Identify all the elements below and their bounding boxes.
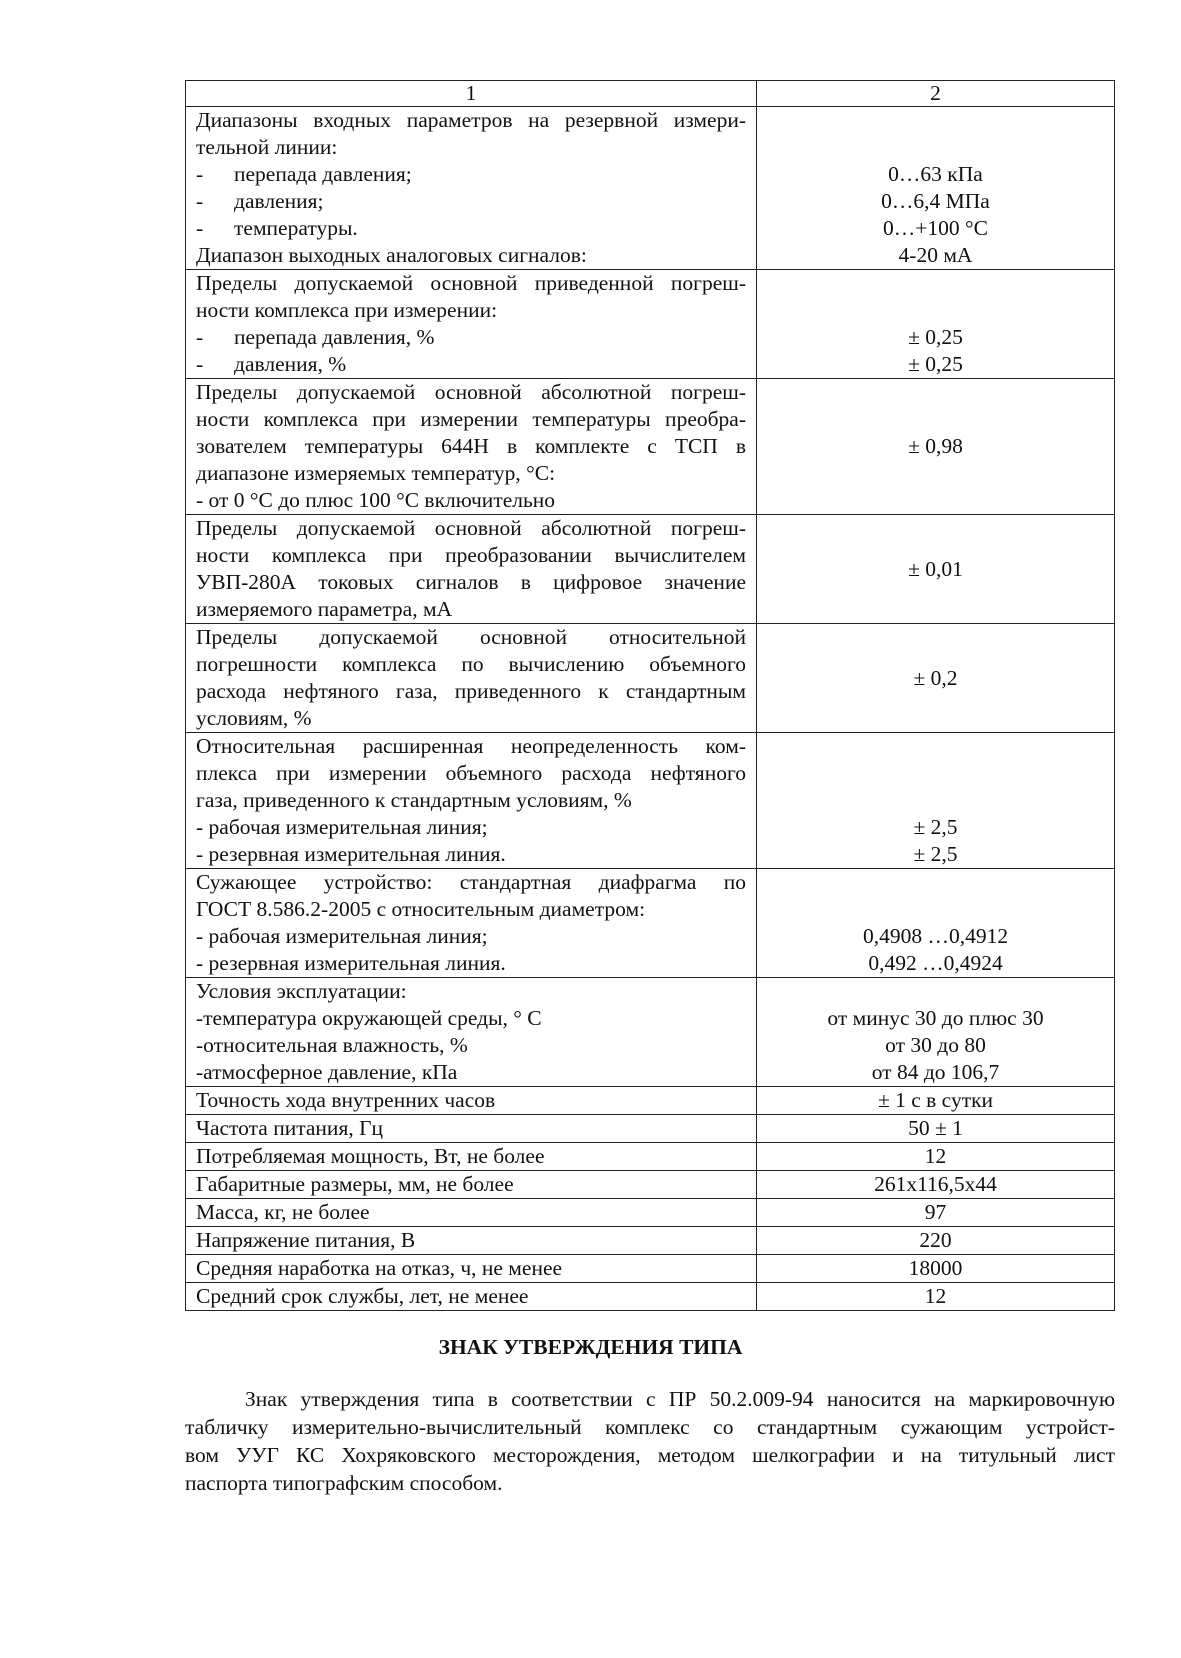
parameter-text: Масса, кг, не более — [196, 1200, 370, 1224]
value-text: 261х116,5х44 — [874, 1172, 997, 1196]
value-text: 0…6,4 МПа — [881, 189, 990, 213]
table-row — [186, 1171, 1115, 1199]
parameter-cell — [186, 624, 757, 733]
parameter-text: диапазоне измеряемых температур, °С: — [196, 461, 556, 485]
value-text: 97 — [924, 1200, 947, 1224]
table-row — [186, 1115, 1115, 1143]
value-cell — [757, 733, 1115, 869]
parameter-text: УВП-280А токовых сигналов в цифровое значение — [196, 570, 746, 594]
paragraph-line: паспорта типографским способом. — [185, 1471, 503, 1495]
parameter-cell — [186, 1283, 757, 1311]
parameter-text: Частота питания, Гц — [196, 1116, 384, 1140]
value-cell — [757, 1115, 1115, 1143]
section-paragraph — [185, 1385, 1115, 1497]
parameter-text: плекса при измерении объемного расхода нефтяного — [196, 761, 746, 785]
parameter-text: ГОСТ 8.586.2-2005 с относительным диаметром: — [196, 897, 646, 921]
value-cell — [757, 1283, 1115, 1311]
value-cell — [757, 624, 1115, 733]
parameter-text: Средний срок службы, лет, не менее — [196, 1284, 529, 1308]
value-text: ± 0,2 — [913, 665, 958, 690]
value-text: 0,4908 …0,4912 — [862, 924, 1009, 948]
value-text: от минус 30 до плюс 30 — [827, 1006, 1044, 1030]
parameter-text: Пределы допускаемой основной приведенной погреш- — [196, 271, 746, 295]
parameter-text: - перепада давления, % — [196, 325, 435, 349]
value-cell — [757, 515, 1115, 624]
value-text: 12 — [924, 1144, 947, 1168]
parameter-cell — [186, 379, 757, 515]
table-row — [186, 107, 1115, 270]
parameter-text: Точность хода внутренних часов — [196, 1088, 496, 1112]
parameter-text: Потребляемая мощность, Вт, не более — [196, 1144, 545, 1168]
parameter-text: Напряжение питания, В — [196, 1228, 416, 1252]
value-text: от 84 до 106,7 — [871, 1060, 1000, 1084]
paragraph-line: вом УУГ КС Хохряковского месторождения, методом шелкографии и на титульный лист — [185, 1443, 1115, 1467]
column-header-2: 2 — [757, 81, 1115, 107]
parameter-text: Относительная расширенная неопределенность ком- — [196, 734, 746, 758]
parameter-cell — [186, 978, 757, 1087]
parameter-text: ности комплекса при измерении: — [196, 298, 498, 322]
value-text: 18000 — [908, 1256, 963, 1280]
parameter-text: - рабочая измерительная линия; — [196, 924, 488, 948]
parameter-text: измеряемого параметра, мА — [196, 597, 453, 621]
value-text: 12 — [924, 1284, 947, 1308]
value-cell — [757, 978, 1115, 1087]
parameter-text: - давления; — [196, 189, 324, 213]
value-cell — [757, 1227, 1115, 1255]
value-text: ± 0,25 — [908, 325, 963, 349]
table-row — [186, 869, 1115, 978]
value-text: ± 0,25 — [908, 352, 963, 376]
parameter-cell — [186, 733, 757, 869]
parameter-cell — [186, 270, 757, 379]
value-text: 0…63 кПа — [888, 162, 983, 186]
parameter-cell — [186, 107, 757, 270]
value-cell — [757, 1255, 1115, 1283]
specifications-table-body — [186, 81, 1115, 1311]
table-row — [186, 1227, 1115, 1255]
parameter-cell — [186, 869, 757, 978]
parameter-text: -относительная влажность, % — [196, 1033, 468, 1057]
parameter-text: - резервная измерительная линия. — [196, 842, 506, 866]
value-cell — [757, 379, 1115, 515]
parameter-text: тельной линии: — [196, 135, 338, 159]
value-cell — [757, 1171, 1115, 1199]
parameter-text: - от 0 °С до плюс 100 °С включительно — [196, 488, 556, 512]
value-cell — [757, 869, 1115, 978]
parameter-text: Пределы допускаемой основной абсолютной погреш- — [196, 516, 746, 540]
parameter-text: Средняя наработка на отказ, ч, не менее — [196, 1256, 563, 1280]
parameter-cell — [186, 1115, 757, 1143]
parameter-text: - резервная измерительная линия. — [196, 951, 506, 975]
table-header-row — [186, 81, 1115, 107]
parameter-cell — [186, 515, 757, 624]
value-text: ± 2,5 — [913, 842, 958, 866]
parameter-text: Пределы допускаемой основной относительной — [196, 625, 746, 649]
table-row — [186, 1143, 1115, 1171]
table-row — [186, 1283, 1115, 1311]
parameter-text: Условия эксплуатации: — [196, 979, 407, 1003]
parameter-text: погрешности комплекса по вычислению объемного — [196, 652, 746, 676]
parameter-cell — [186, 1143, 757, 1171]
parameter-text: -атмосферное давление, кПа — [196, 1060, 458, 1084]
parameter-cell — [186, 1087, 757, 1115]
value-text: 220 — [919, 1228, 952, 1252]
table-row — [186, 624, 1115, 733]
parameter-text: - давления, % — [196, 352, 347, 376]
specifications-table — [185, 80, 1115, 1311]
parameter-text: условиям, % — [196, 706, 312, 730]
value-text: ± 1 с в сутки — [877, 1088, 994, 1112]
parameter-text: расхода нефтяного газа, приведенного к стандартным — [196, 679, 746, 703]
value-cell — [757, 1199, 1115, 1227]
value-cell — [757, 1087, 1115, 1115]
column-header-1: 1 — [186, 81, 757, 107]
table-row — [186, 1255, 1115, 1283]
parameter-text: ности комплекса при преобразовании вычислителем — [196, 543, 746, 567]
table-row — [186, 379, 1115, 515]
table-row — [186, 270, 1115, 379]
parameter-text: - перепада давления; — [196, 162, 412, 186]
value-text: 50 ± 1 — [908, 1116, 963, 1140]
value-cell — [757, 270, 1115, 379]
table-row — [186, 733, 1115, 869]
parameter-cell — [186, 1255, 757, 1283]
value-cell — [757, 1143, 1115, 1171]
value-text: ± 2,5 — [913, 815, 958, 839]
table-row — [186, 515, 1115, 624]
value-text: 0…+100 °С — [883, 216, 988, 240]
parameter-text: -температура окружающей среды, ° С — [196, 1006, 542, 1030]
value-text: ± 0,01 — [908, 556, 963, 581]
parameter-text: Диапазоны входных параметров на резервной измери- — [196, 108, 746, 132]
parameter-text: Габаритные размеры, мм, не более — [196, 1172, 514, 1196]
parameter-text: Пределы допускаемой основной абсолютной погреш- — [196, 380, 746, 404]
value-text: ± 0,98 — [908, 434, 963, 458]
value-text: от 30 до 80 — [885, 1033, 986, 1057]
paragraph-line: табличку измерительно-вычислительный комплекс со стандартным сужающим устройст- — [185, 1415, 1115, 1439]
parameter-text: зователем температуры 644Н в комплекте с ТСП в — [196, 434, 746, 458]
table-row — [186, 1199, 1115, 1227]
table-row — [186, 1087, 1115, 1115]
paragraph-line: Знак утверждения типа в соответствии с ПР 50.2.009-94 наносится на маркировочную — [245, 1387, 1115, 1411]
parameter-text: - температуры. — [196, 216, 358, 240]
parameter-text: Сужающее устройство: стандартная диафрагма по — [196, 870, 746, 894]
value-text: 4-20 мА — [898, 243, 973, 267]
parameter-cell — [186, 1227, 757, 1255]
value-cell — [757, 107, 1115, 270]
parameter-text: Диапазон выходных аналоговых сигналов: — [196, 243, 587, 267]
parameter-text: газа, приведенного к стандартным условиям, % — [196, 788, 632, 812]
parameter-cell — [186, 1199, 757, 1227]
parameter-text: - рабочая измерительная линия; — [196, 815, 488, 839]
table-row — [186, 978, 1115, 1087]
parameter-cell — [186, 1171, 757, 1199]
parameter-text: ности комплекса при измерении температуры преобра- — [196, 407, 746, 431]
value-text: 0,492 …0,4924 — [868, 951, 1003, 975]
section-heading: ЗНАК УТВЕРЖДЕНИЯ ТИПА — [438, 1335, 743, 1359]
